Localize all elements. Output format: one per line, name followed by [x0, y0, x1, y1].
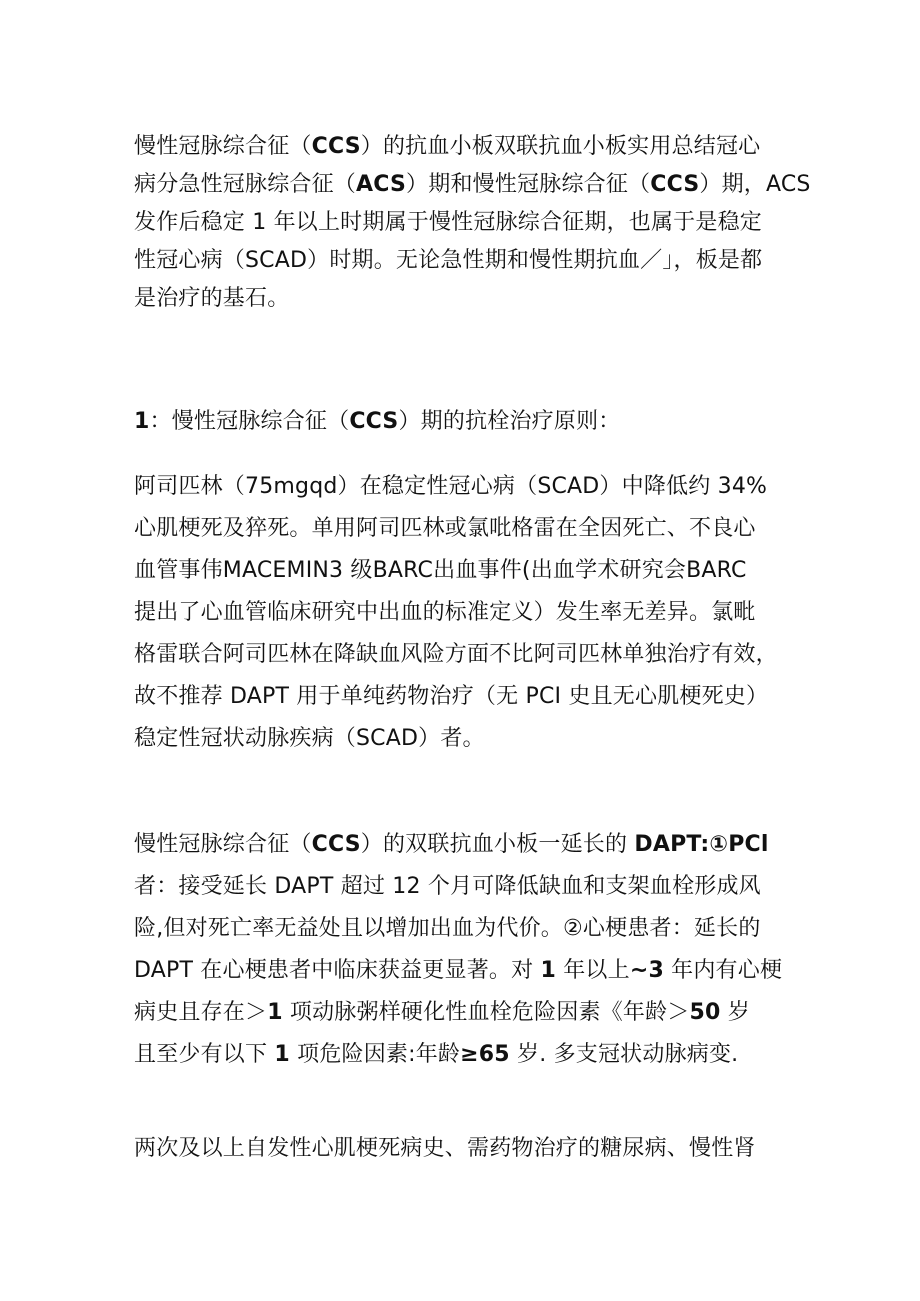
dapt-line: 险,但对死亡率无益处且以增加出血为代价。②心梗患者：延长的	[134, 916, 761, 941]
aspirin-line: 心肌梗死及猝死。单用阿司匹林或氯吡格雷在全因死亡、不良心	[134, 516, 756, 541]
dapt-paragraph	[134, 824, 800, 1076]
risk-factors-line: 两次及以上自发性心肌梗死病史、需药物治疗的糖尿病、慢性肾	[134, 1136, 756, 1161]
aspirin-line: 阿司匹林（75mgqd）在稳定性冠心病（SCAD）中降低约 34%	[134, 474, 768, 499]
dapt-line: 且至少有以下 1 项危险因素:年龄≥65 岁. 多支冠状动脉病变.	[134, 1042, 739, 1067]
section-heading: 1：慢性冠脉综合征（CCS）期的抗栓治疗原则：	[134, 409, 621, 434]
intro-line: 是治疗的基石。	[134, 286, 290, 311]
intro-line: 病分急性冠脉综合征（ACS）期和慢性冠脉综合征（CCS）期，ACS	[134, 172, 811, 197]
dapt-line: 慢性冠脉综合征（CCS）的双联抗血小板一延长的 DAPT:①PCl	[134, 832, 769, 857]
section-number: 1	[134, 409, 150, 434]
aspirin-line: 故不推荐 DAPT 用于单纯药物治疗（无 PCI 史且无心肌梗死史）	[134, 684, 769, 709]
dapt-line: 病史且存在＞1 项动脉粥样硬化性血栓危险因素《年龄＞50 岁	[134, 1000, 750, 1025]
aspirin-line: 格雷联合阿司匹林在降缺血风险方面不比阿司匹林单独治疗有效，	[134, 642, 778, 667]
intro-line: 性冠心病（SCAD）时期。无论急性期和慢性期抗血／」，板是都	[134, 248, 763, 273]
risk-factors-paragraph	[134, 1128, 800, 1170]
intro-line: 发作后稳定 1 年以上时期属于慢性冠脉综合征期，也属于是稳定	[134, 210, 762, 235]
aspirin-paragraph	[134, 466, 800, 760]
dapt-line: DAPT 在心梗患者中临床获益更显著。对 1 年以上~3 年内有心梗	[134, 958, 783, 983]
dapt-line: 者：接受延长 DAPT 超过 12 个月可降低缺血和支架血栓形成风	[134, 874, 761, 899]
aspirin-line: 提出了心血管临床研究中出血的标准定义）发生率无差异。氯毗	[134, 600, 756, 625]
intro-paragraph	[134, 128, 811, 318]
aspirin-line: 血管事伟MACEMIN3 级BARC出血事件(出血学术研究会BARC	[134, 558, 747, 583]
intro-line: 慢性冠脉综合征（CCS）的抗血小板双联抗血小板实用总结冠心	[134, 134, 761, 159]
aspirin-line: 稳定性冠状动脉疾病（SCAD）者。	[134, 726, 485, 751]
